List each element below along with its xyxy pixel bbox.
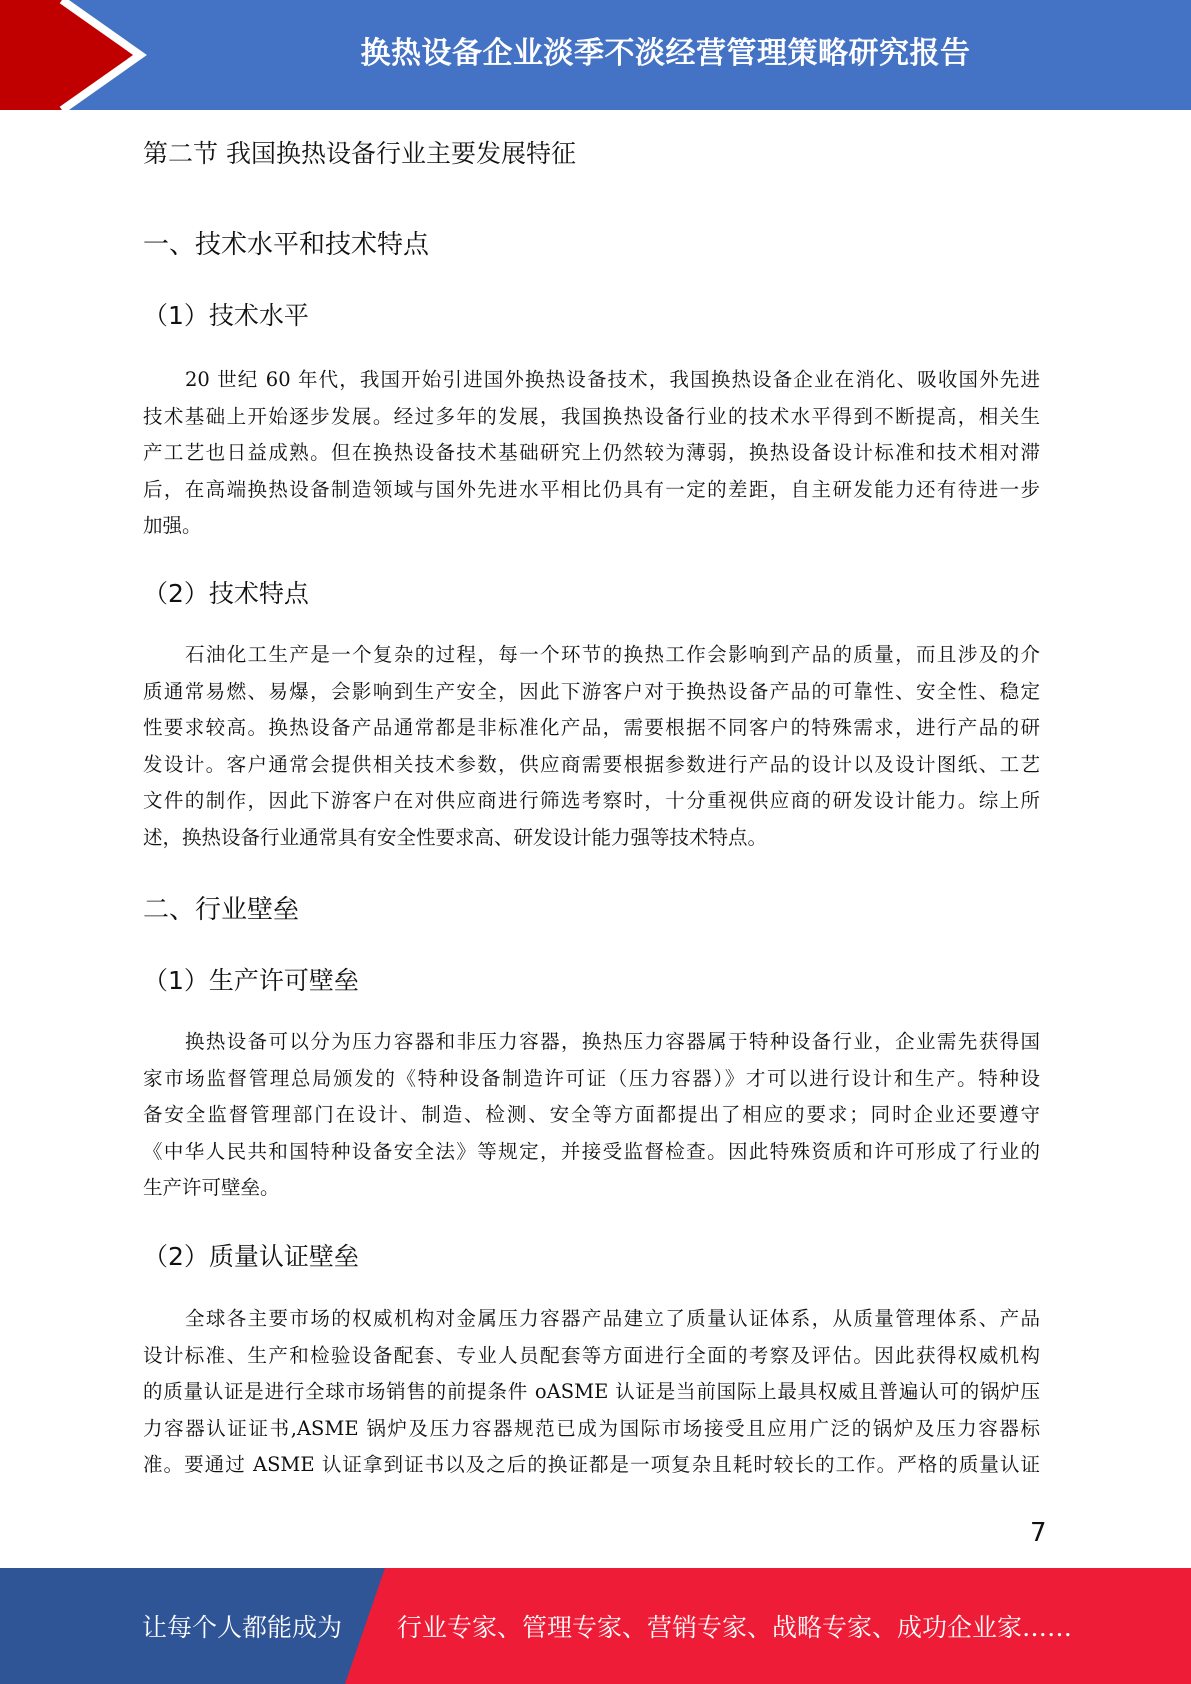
section-title: 第二节 我国换热设备行业主要发展特征 — [143, 139, 576, 168]
paragraph-line: 后，在高端换热设备制造领域与国外先进水平相比仍具有一定的差距，自主研发能力还有待进一步 — [143, 477, 1040, 501]
red-chevron-decoration — [0, 0, 150, 110]
page-header — [0, 0, 1191, 110]
paragraph-line: 产工艺也日益成熟。但在换热设备技术基础研究上仍然较为薄弱，换热设备设计标准和技术相对滞 — [143, 441, 1040, 464]
paragraph-line: 准。要通过 ASME 认证拿到证书以及之后的换证都是一项复杂且耗时较长的工作。严格的质量认证 — [143, 1453, 1040, 1476]
page-footer — [0, 1568, 1191, 1684]
paragraph-line: 备安全监督管理部门在设计、制造、检测、安全等方面都提出了相应的要求；同时企业还要遵守 — [143, 1103, 1040, 1126]
paragraph-line: 石油化工生产是一个复杂的过程，每一个环节的换热工作会影响到产品的质量，而且涉及的介 — [185, 643, 1040, 666]
paragraph — [143, 1301, 1040, 1484]
paragraph-line: 《中华人民共和国特种设备安全法》等规定，并接受监督检查。因此特殊资质和许可形成了行业的 — [143, 1139, 1040, 1163]
paragraph-line: 全球各主要市场的权威机构对金属压力容器产品建立了质量认证体系，从质量管理体系、产品 — [185, 1307, 1040, 1330]
paragraph — [143, 362, 1040, 545]
paragraph-line: 文件的制作，因此下游客户在对供应商进行筛选考察时，十分重视供应商的研发设计能力。综上所 — [143, 789, 1040, 812]
paragraph-line: 技术基础上开始逐步发展。经过多年的发展，我国换热设备行业的技术水平得到不断提高，相关生 — [143, 404, 1040, 428]
paragraph-line: 发设计。客户通常会提供相关技术参数，供应商需要根据参数进行产品的设计以及设计图纸、工艺 — [143, 752, 1040, 776]
subsection-heading: （1）生产许可壁垒 — [143, 966, 359, 995]
part-heading: 二、行业壁垒 — [143, 895, 300, 925]
paragraph-line: 设计标准、生产和检验设备配套、专业人员配套等方面进行全面的考察及评估。因此获得权威机构 — [143, 1343, 1040, 1367]
paragraph-line: 20 世纪 60 年代，我国开始引进国外换热设备技术，我国换热设备企业在消化、吸收国外先进 — [185, 368, 1040, 391]
footer-slogan-right: 行业专家、管理专家、营销专家、战略专家、成功企业家…… — [397, 1613, 1073, 1642]
paragraph-line: 家市场监督管理总局颁发的《特种设备制造许可证（压力容器）》才可以进行设计和生产。特种设 — [143, 1066, 1040, 1090]
paragraph-line: 加强。 — [143, 514, 202, 537]
paragraph-line: 的质量认证是进行全球市场销售的前提条件 oASME 认证是当前国际上最具权威且普遍认可的锅炉压 — [143, 1380, 1040, 1403]
paragraph — [143, 1024, 1040, 1207]
paragraph — [143, 637, 1040, 856]
part-heading: 一、技术水平和技术特点 — [143, 230, 430, 260]
page-number: 7 — [1030, 1518, 1047, 1548]
paragraph-line: 力容器认证证书,ASME 锅炉及压力容器规范已成为国际市场接受且应用广泛的锅炉及压力容器标 — [143, 1416, 1040, 1440]
paragraph-line: 性要求较高。换热设备产品通常都是非标准化产品，需要根据不同客户的特殊需求，进行产品的研 — [143, 716, 1040, 739]
paragraph-line: 生产许可壁垒。 — [143, 1176, 280, 1199]
paragraph-line: 质通常易燃、易爆，会影响到生产安全，因此下游客户对于换热设备产品的可靠性、安全性、稳定 — [143, 679, 1040, 703]
paragraph-line: 述，换热设备行业通常具有安全性要求高、研发设计能力强等技术特点。 — [143, 825, 768, 849]
subsection-heading: （1）技术水平 — [143, 301, 309, 330]
subsection-heading: （2）质量认证壁垒 — [143, 1242, 359, 1271]
subsection-heading: （2）技术特点 — [143, 579, 309, 608]
report-title: 换热设备企业淡季不淡经营管理策略研究报告 — [360, 36, 971, 71]
paragraph-line: 换热设备可以分为压力容器和非压力容器，换热压力容器属于特种设备行业，企业需先获得国 — [185, 1030, 1040, 1053]
footer-slogan-left: 让每个人都能成为 — [142, 1613, 343, 1642]
